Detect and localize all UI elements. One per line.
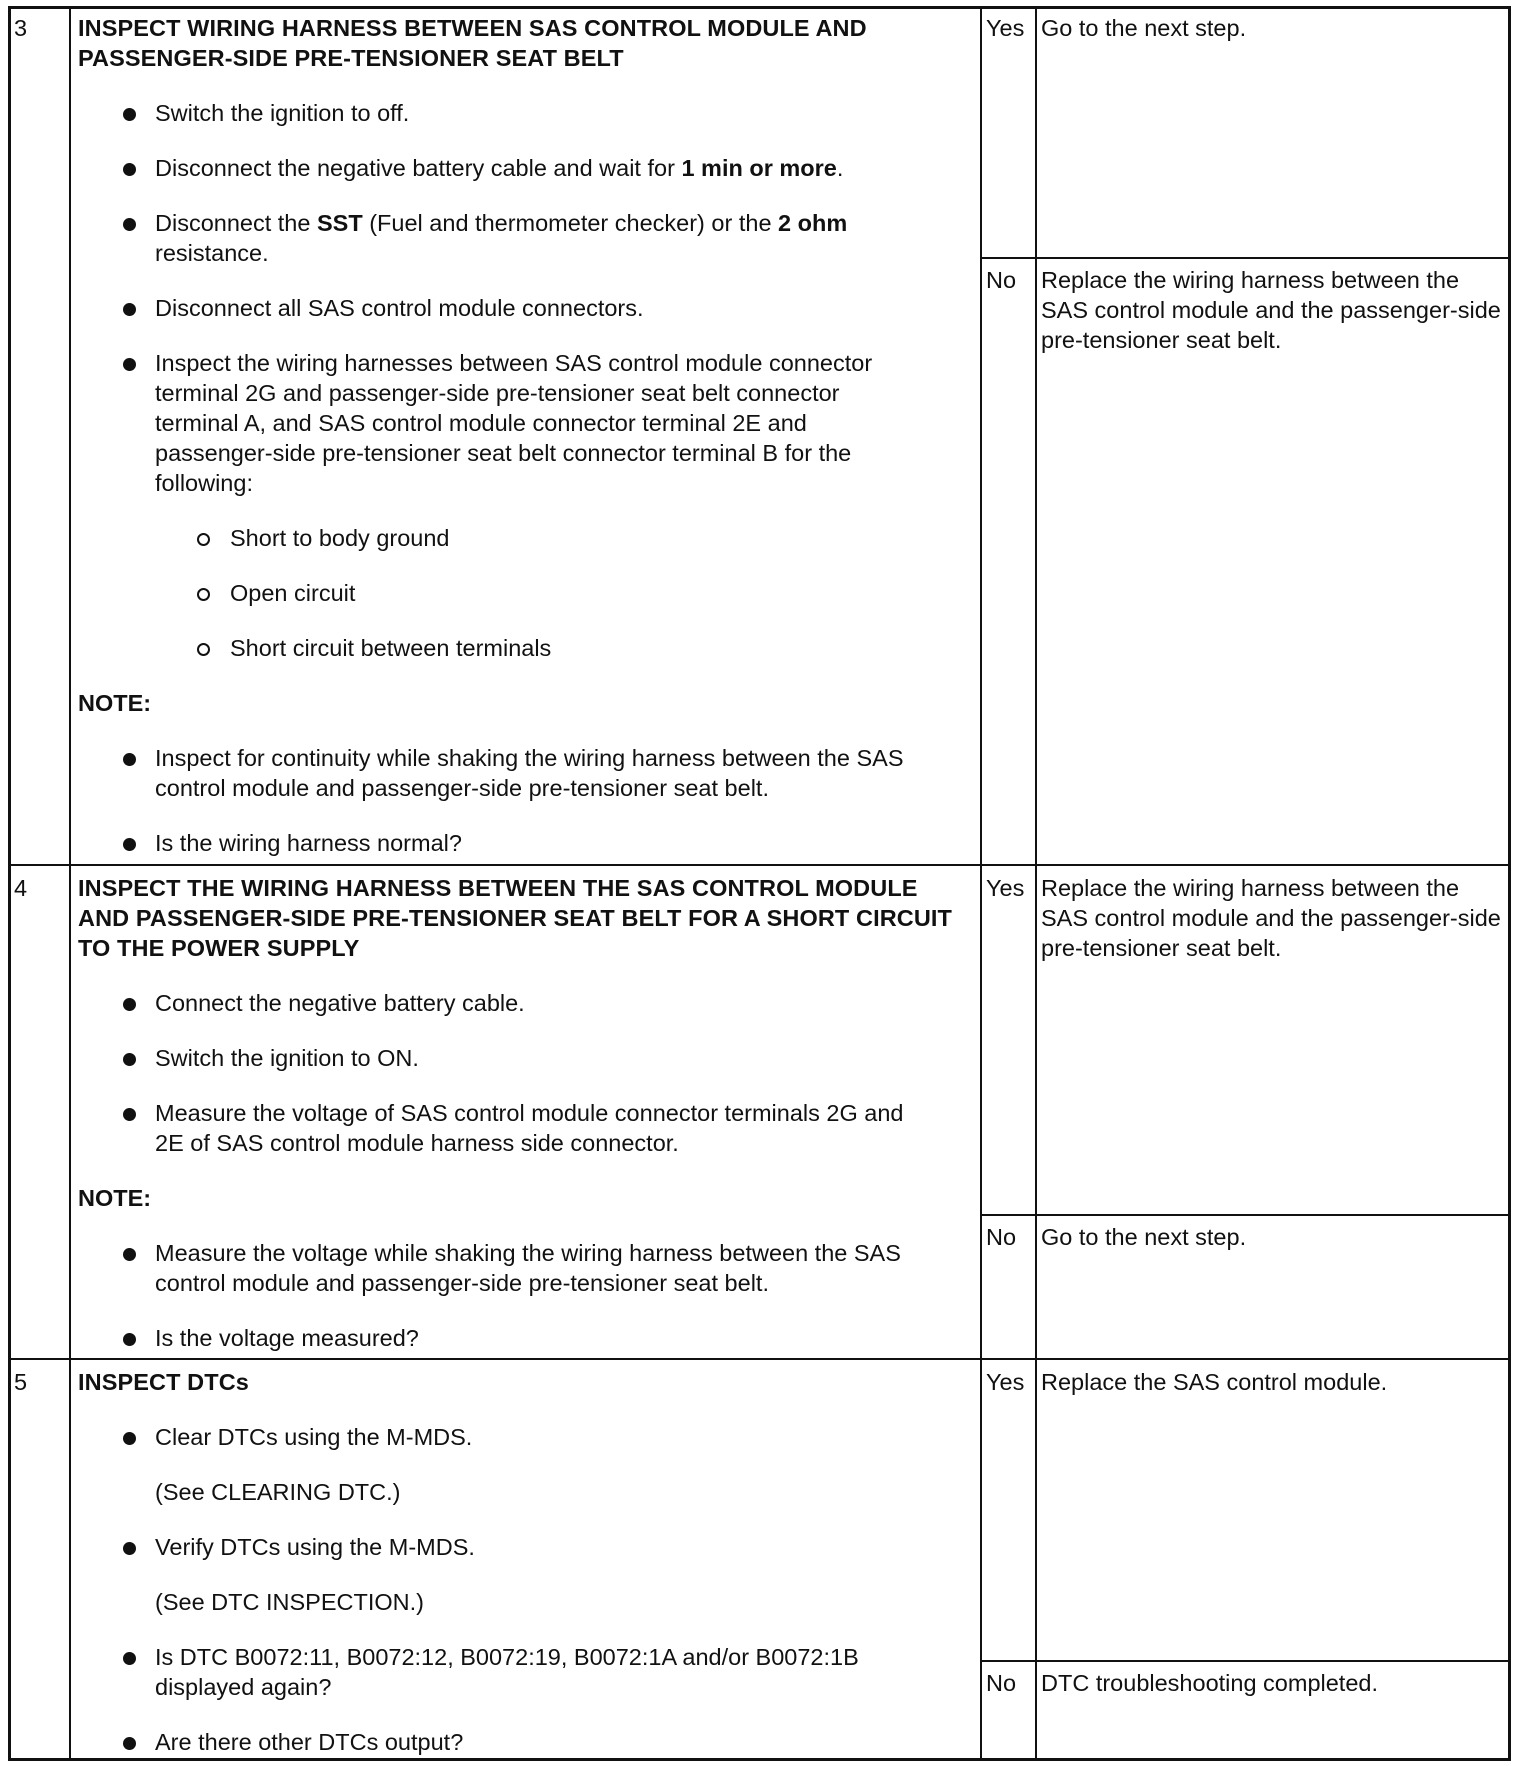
step-number: 4 — [14, 875, 28, 901]
no-result: Replace the wiring harness between the SAS control module and the passenger-side pre-tensioner seat belt. — [1041, 267, 1501, 353]
step-number: 5 — [14, 1369, 28, 1395]
note-items — [78, 1238, 973, 1353]
yes-no-divider — [980, 1660, 1511, 1662]
yes-result: Go to the next step. — [1041, 15, 1247, 41]
no-label: No — [986, 1224, 1017, 1250]
yes-result: Replace the SAS control module. — [1041, 1369, 1388, 1395]
action-item: Clear DTCs using the M-MDS. — [78, 1422, 973, 1452]
sub-item: Open circuit — [78, 578, 938, 608]
yes-label: Yes — [986, 875, 1025, 901]
step-actions — [78, 988, 973, 1158]
note-label: NOTE: — [78, 1185, 152, 1211]
step-title: INSPECT DTCs — [78, 1369, 249, 1395]
step-content — [78, 13, 973, 858]
no-result: DTC troubleshooting completed. — [1041, 1670, 1379, 1696]
sub-item: Short to body ground — [78, 523, 938, 553]
step-title: INSPECT THE WIRING HARNESS BETWEEN THE SAS CONTROL MODULE AND PASSENGER-SIDE PRE-TENSIONER SEAT BELT FOR A SHORT CIRCUIT TO THE POWER SUPPLY — [78, 875, 953, 961]
no-label: No — [986, 267, 1017, 293]
action-item: Are there other DTCs output? — [78, 1727, 973, 1757]
reference-text: (See DTC INSPECTION.) — [155, 1589, 424, 1615]
action-item: Verify DTCs using the M-MDS. — [78, 1532, 973, 1562]
step-number: 3 — [14, 15, 28, 41]
yes-label: Yes — [986, 1369, 1025, 1395]
action-item: Inspect the wiring harnesses between SAS control module connector terminal 2G and passenger-side pre-tensioner seat belt connector terminal A, and SAS control module connector terminal 2E and passenger-side pre-tensioner seat belt connector terminal B for the following: — [78, 348, 925, 498]
no-label: No — [986, 1670, 1017, 1696]
note-item: Is the voltage measured? — [78, 1323, 973, 1353]
yes-label: Yes — [986, 15, 1025, 41]
action-item: Disconnect the negative battery cable and wait for 1 min or more. — [78, 153, 938, 183]
action-item: Switch the ignition to off. — [78, 98, 938, 128]
step-actions — [78, 98, 938, 663]
row-divider — [8, 1358, 1511, 1360]
action-item: Switch the ignition to ON. — [78, 1043, 973, 1073]
column-divider — [980, 6, 982, 1761]
action-item: Disconnect the SST (Fuel and thermometer checker) or the 2 ohm resistance. — [78, 208, 895, 268]
row-divider — [8, 864, 1511, 866]
reference-text: (See CLEARING DTC.) — [155, 1479, 401, 1505]
note-item: Measure the voltage while shaking the wiring harness between the SAS control module and passenger-side pre-tensioner seat belt. — [78, 1238, 970, 1298]
step-title: INSPECT WIRING HARNESS BETWEEN SAS CONTROL MODULE AND PASSENGER-SIDE PRE-TENSIONER SEAT BELT — [78, 15, 867, 71]
note-items — [78, 743, 973, 858]
action-item: Connect the negative battery cable. — [78, 988, 973, 1018]
yes-no-divider — [980, 1214, 1511, 1216]
column-divider — [69, 6, 71, 1761]
action-item: Disconnect all SAS control module connectors. — [78, 293, 938, 323]
step-content — [78, 873, 973, 1353]
action-item: Measure the voltage of SAS control module connector terminals 2G and 2E of SAS control module harness side connector. — [78, 1098, 925, 1158]
note-label: NOTE: — [78, 690, 152, 716]
sub-item: Short circuit between terminals — [78, 633, 938, 663]
no-result: Go to the next step. — [1041, 1224, 1247, 1250]
yes-no-divider — [980, 257, 1511, 259]
step-content — [78, 1367, 973, 1757]
note-item: Is the wiring harness normal? — [78, 828, 973, 858]
yes-result: Replace the wiring harness between the SAS control module and the passenger-side pre-tensioner seat belt. — [1041, 875, 1501, 961]
step-actions — [78, 1422, 973, 1757]
column-divider — [1035, 6, 1037, 1761]
action-item: Is DTC B0072:11, B0072:12, B0072:19, B0072:1A and/or B0072:1B displayed again? — [78, 1642, 925, 1702]
note-item: Inspect for continuity while shaking the wiring harness between the SAS control module and passenger-side pre-tensioner seat belt. — [78, 743, 905, 803]
